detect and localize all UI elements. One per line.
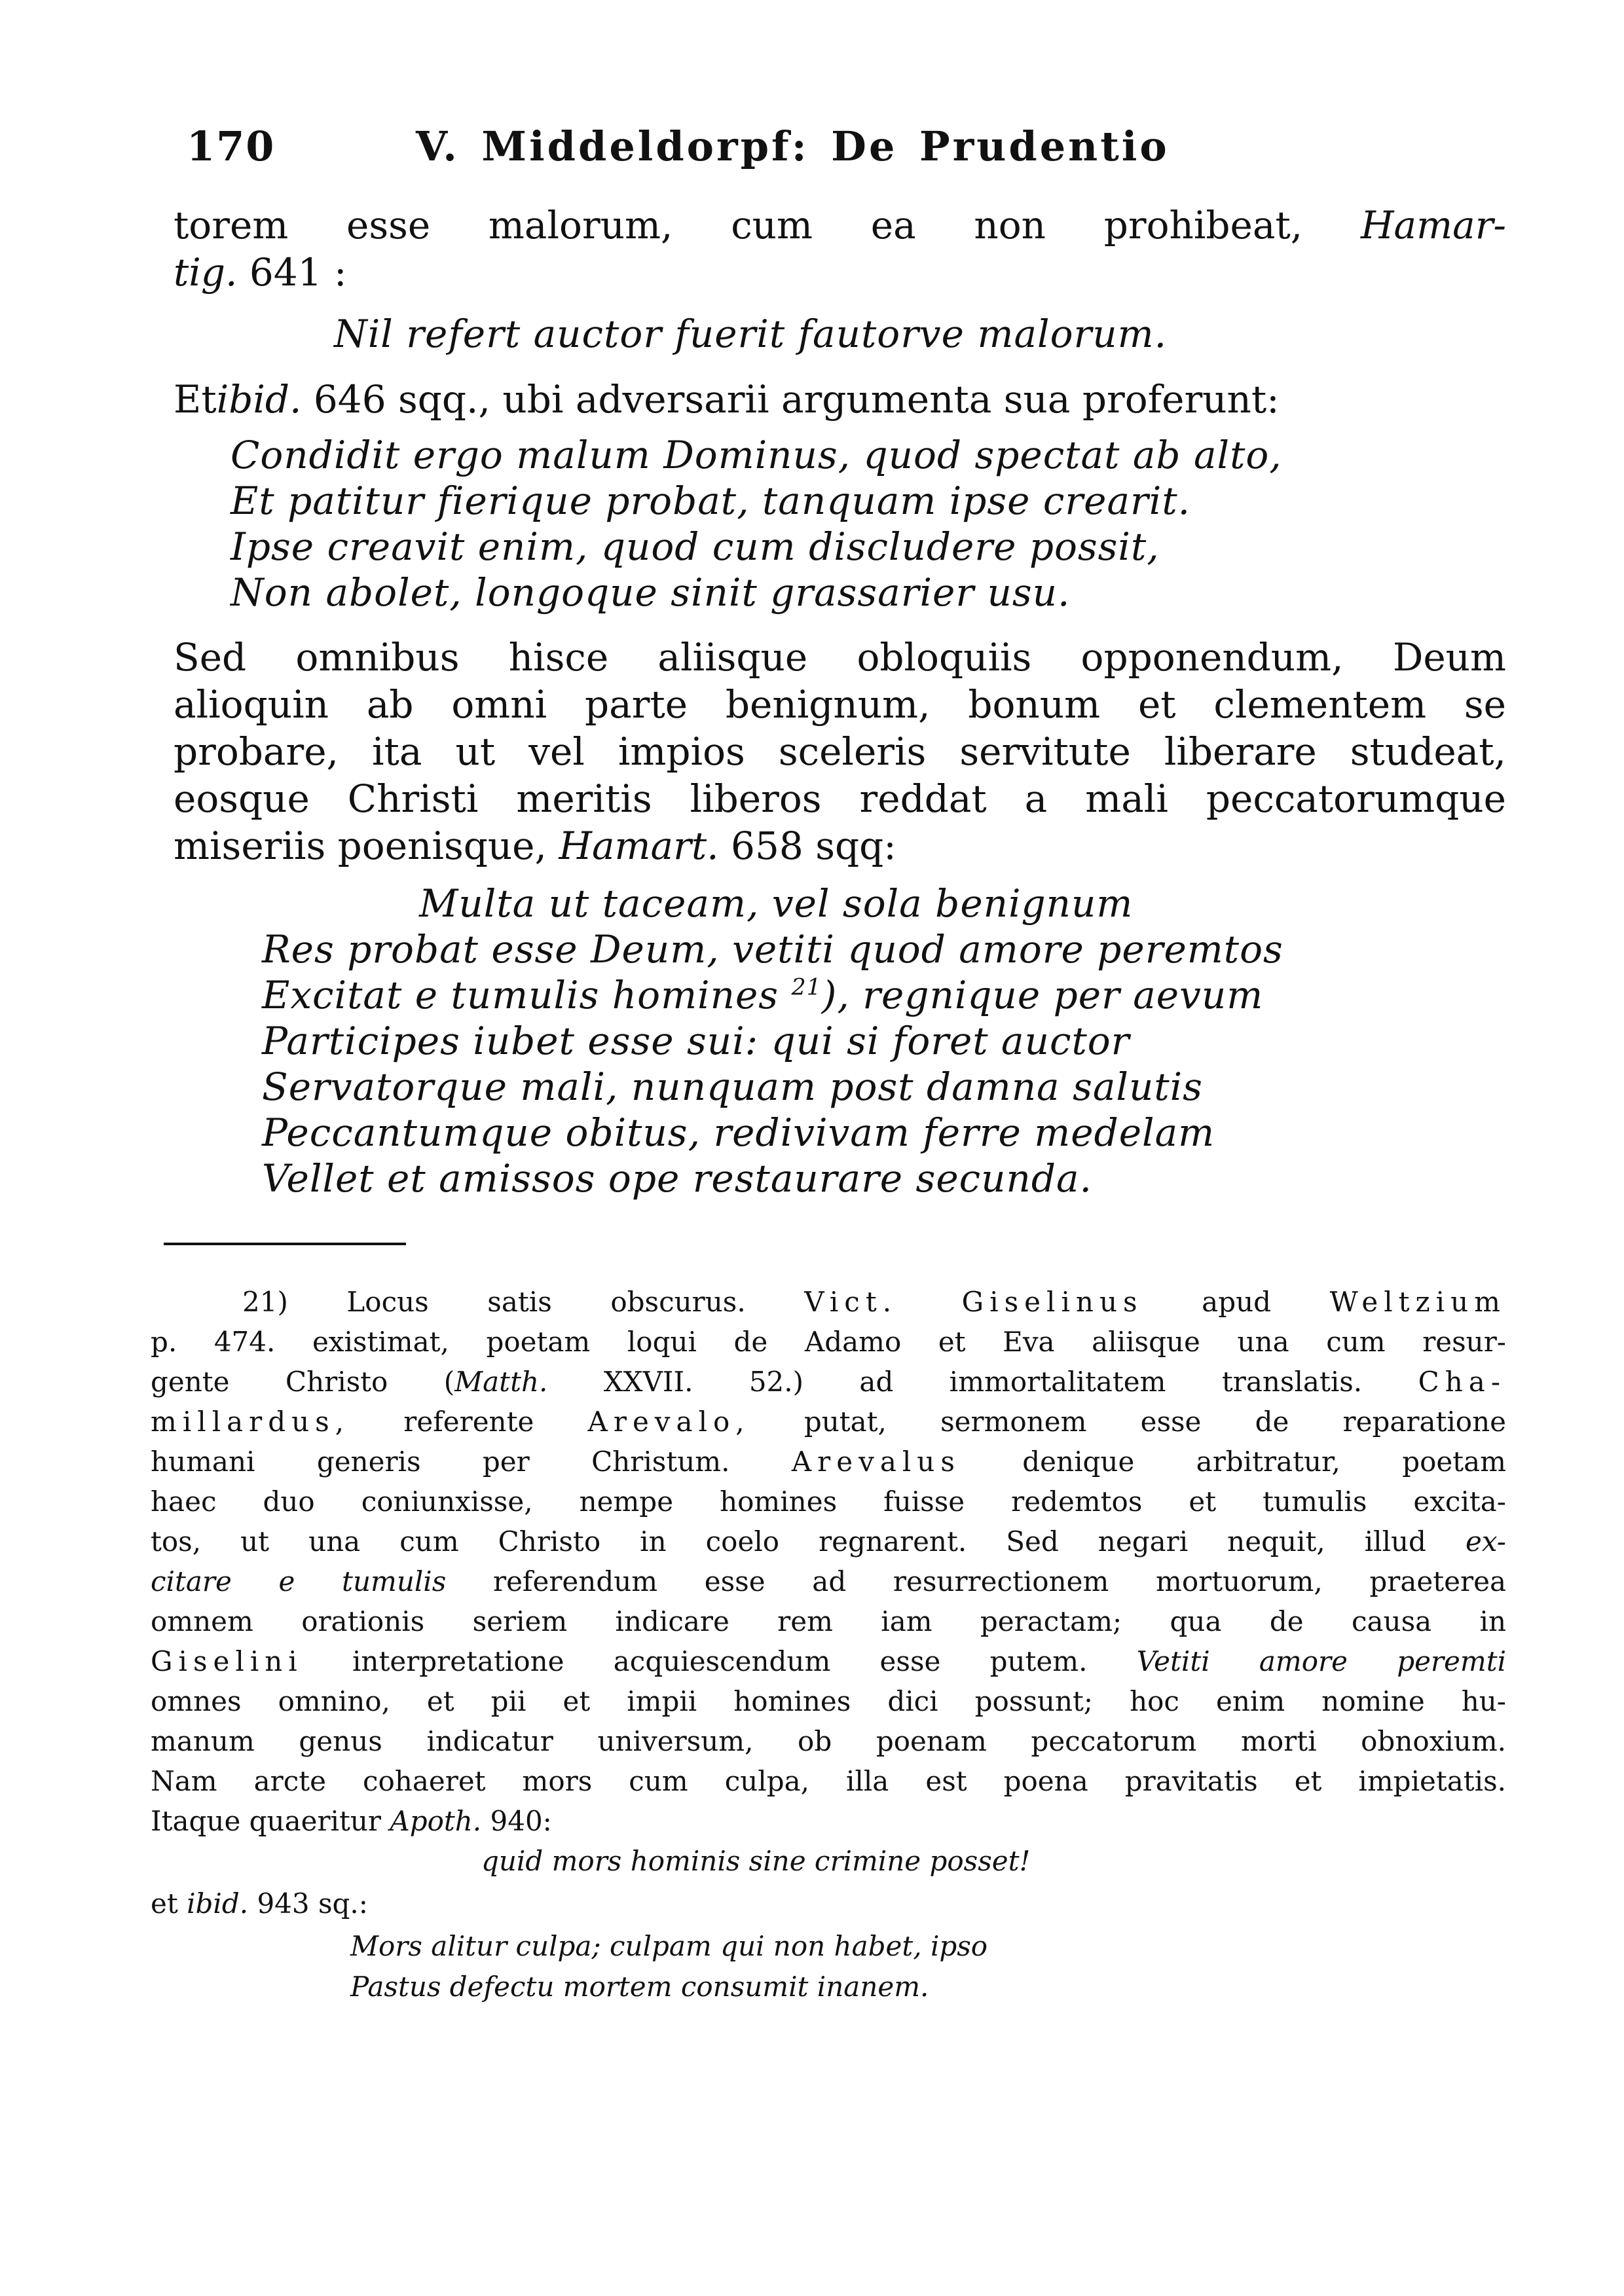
footnote-line: tos, ut una cum Christo in coelo regnarent. Sed negari nequit, illud ex- bbox=[151, 1525, 1506, 1558]
verse-line: Condidit ergo malum Dominus, quod spectat ab alto, bbox=[231, 433, 1282, 477]
footnote-verse-2 bbox=[350, 1926, 987, 2007]
text-line: tig. 641 : bbox=[174, 250, 347, 295]
page-number: 170 bbox=[187, 122, 276, 170]
footnote-line: manum genus indicatur universum, ob poenam peccatorum morti obnoxium. bbox=[151, 1725, 1506, 1757]
verse-line: Res probat esse Deum, vetiti quod amore peremtos bbox=[262, 927, 1283, 972]
verse-line: Pastus defectu mortem consumit inanem. bbox=[350, 1971, 929, 2003]
verse-line: Excitat e tumulis homines $^{21}$), regnique per aevum bbox=[262, 973, 1264, 1017]
verse-line: Mors alitur culpa; culpam qui non habet, ipso bbox=[350, 1930, 988, 1962]
text-line: alioquin ab omni parte benignum, bonum et clementem se bbox=[174, 682, 1506, 727]
footnote-line: et ibid. 943 sq.: bbox=[151, 1887, 368, 1920]
verse-line: Ipse creavit enim, quod cum discludere possit, bbox=[231, 524, 1160, 569]
verse-line: Servatorque mali, nunquam post damna salutis bbox=[262, 1065, 1203, 1109]
footnote-line: omnem orationis seriem indicare rem iam peractam; qua de causa in bbox=[151, 1605, 1506, 1637]
footnote-verse-1 bbox=[481, 1841, 1030, 1882]
text-line: probare, ita ut vel impios sceleris servitute liberare studeat, bbox=[174, 729, 1506, 774]
footnote-line: Nam arcte cohaeret mors cum culpa, illa est poena pravitatis et impietatis. bbox=[151, 1765, 1506, 1797]
running-title: V. Middeldorpf: De Prudentio bbox=[416, 122, 1170, 170]
footnote-line: haec duo coniunxisse, nempe homines fuisse redemtos et tumulis excita- bbox=[151, 1485, 1506, 1518]
verse-line: Participes iubet esse sui: qui si foret auctor bbox=[262, 1019, 1130, 1063]
verse-quote-3 bbox=[262, 926, 1283, 1201]
verse-line: Peccantumque obitus, redivivam ferre medelam bbox=[262, 1110, 1215, 1155]
footnote-line: 21) Locus satis obscurus. Vict. Giselinus apud Weltzium bbox=[242, 1286, 1506, 1318]
verse-line: Nil refert auctor fuerit fautorve malorum. bbox=[334, 312, 1168, 356]
footnote-line: humani generis per Christum. Arevalus denique arbitratur, poetam bbox=[151, 1446, 1506, 1478]
footnote-line: citare e tumulis referendum esse ad resurrectionem mortuorum, praeterea bbox=[151, 1565, 1506, 1597]
text-line: miseriis poenisque, Hamart. 658 sqq: bbox=[174, 824, 896, 868]
text-line: Sed omnibus hisce aliisque obloquiis opponendum, Deum bbox=[174, 635, 1506, 680]
verse-quote-2 bbox=[231, 432, 1282, 615]
paragraph-3 bbox=[174, 634, 1506, 869]
verse-quote-3-first bbox=[419, 881, 1133, 926]
footnote-21 bbox=[151, 1282, 1506, 1841]
footnote-line: Itaque quaeritur Apoth. 940: bbox=[151, 1805, 552, 1837]
verse-line: Multa ut taceam, vel sola benignum bbox=[419, 881, 1134, 926]
text-line: torem esse malorum, cum ea non prohibeat, Hamar- bbox=[174, 203, 1507, 247]
footnote-line: p. 474. existimat, poetam loqui de Adamo et Eva aliisque una cum resur- bbox=[151, 1326, 1506, 1358]
verse-line: Et patitur fierique probat, tanquam ipse crearit. bbox=[231, 479, 1191, 523]
footnote-marker: 21 bbox=[791, 974, 822, 1001]
footnote-line: millardus, referente Arevalo, putat, sermonem esse de reparatione bbox=[151, 1406, 1506, 1438]
paragraph-2-intro bbox=[174, 376, 1506, 423]
verse-line: quid mors hominis sine crimine posset! bbox=[481, 1845, 1031, 1877]
verse-line: Non abolet, longoque sinit grassarier usu. bbox=[231, 570, 1071, 615]
footnote-line: Giselini interpretatione acquiescendum esse putem. Vetiti amore peremti bbox=[151, 1645, 1507, 1677]
footnote-line: gente Christo (Matth. XXVII. 52.) ad immortalitatem translatis. Cha- bbox=[151, 1366, 1507, 1398]
verse-quote-1 bbox=[334, 311, 1167, 357]
text-line: eosque Christi meritis liberos reddat a mali peccatorumque bbox=[174, 776, 1506, 821]
paragraph-1 bbox=[174, 202, 1506, 296]
text-line: Etibid. 646 sqq., ubi adversarii argumenta sua proferunt: bbox=[174, 377, 1280, 422]
verse-line: Vellet et amissos ope restaurare secunda. bbox=[262, 1156, 1092, 1201]
footnote-line: omnes omnino, et pii et impii homines dici possunt; hoc enim nomine hu- bbox=[151, 1685, 1506, 1717]
footnote-21-continued bbox=[151, 1884, 1506, 1923]
footnote-separator bbox=[164, 1243, 406, 1245]
running-header bbox=[187, 121, 1506, 172]
